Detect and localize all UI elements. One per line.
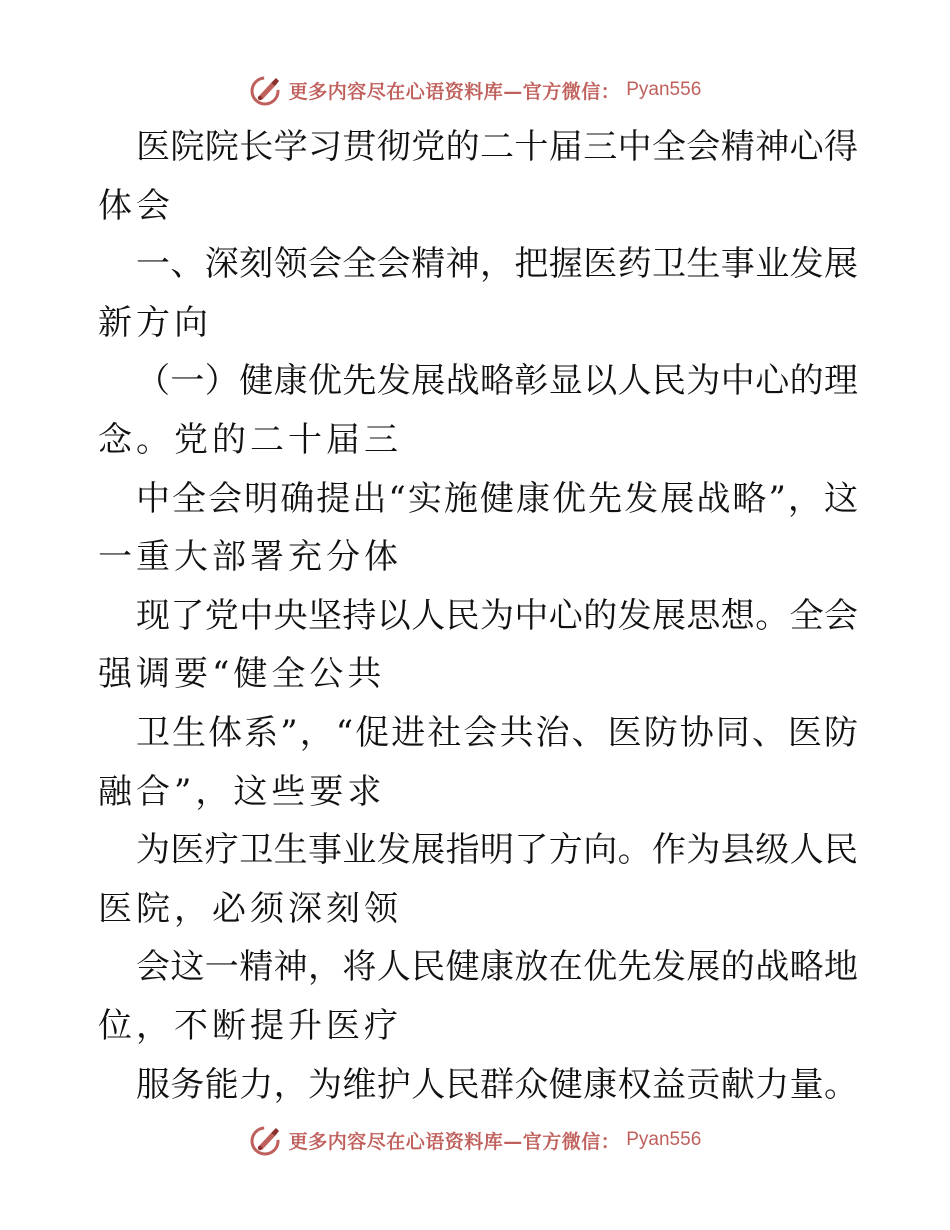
section-heading-line-1: 一、深刻领会全会精神，把握医药卫生事业发展	[136, 244, 858, 285]
body-line: （一）健康优先发展战略彰显以人民为中心的理	[136, 361, 858, 402]
watermark-text: 更多内容尽在心语资料库—官方微信：	[288, 80, 621, 103]
body-line: 现了党中央坚持以人民为中心的发展思想。全会	[136, 595, 858, 636]
document-title-line-2: 体会	[98, 185, 174, 226]
body-line: 强调要“健全公共	[98, 654, 386, 695]
body-line: 中全会明确提出“实施健康优先发展战略”，这	[136, 478, 858, 519]
body-line: 位，不断提升医疗	[98, 1005, 402, 1046]
footer-watermark-banner	[0, 1120, 950, 1160]
brush-pen-logo-icon	[249, 1123, 283, 1157]
body-line: 融合”，这些要求	[98, 771, 386, 812]
body-line: 为医疗卫生事业发展指明了方向。作为县级人民	[136, 830, 858, 871]
watermark-wechat-id: Pyan556	[626, 1129, 702, 1150]
section-heading-line-2: 新方向	[98, 302, 212, 343]
body-line: 一重大部署充分体	[98, 537, 402, 578]
watermark-text: 更多内容尽在心语资料库—官方微信：	[288, 1130, 621, 1153]
document-title-line-1: 医院院长学习贯彻党的二十届三中全会精神心得	[136, 127, 858, 167]
document-body	[98, 118, 858, 1114]
body-line: 医院，必须深刻领	[98, 888, 402, 929]
body-line: 会这一精神，将人民健康放在优先发展的战略地	[136, 947, 858, 988]
body-line: 念。党的二十届三	[98, 419, 402, 460]
body-line: 服务能力，为维护人民群众健康权益贡献力量。	[136, 1064, 858, 1105]
body-line: 卫生体系”，“促进社会共治、医防协同、医防	[136, 712, 858, 753]
watermark-wechat-id: Pyan556	[626, 79, 702, 100]
header-watermark-banner	[0, 70, 950, 110]
brush-pen-logo-icon	[249, 73, 283, 107]
